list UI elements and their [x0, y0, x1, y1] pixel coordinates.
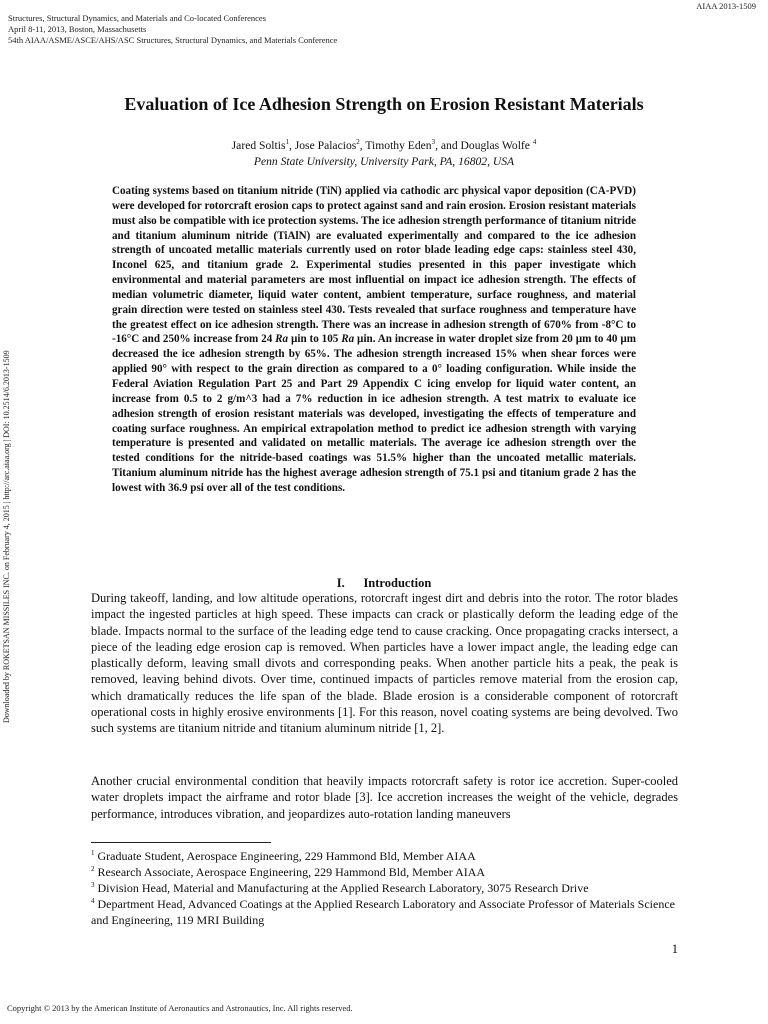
author-name: Jose Palacios: [294, 139, 357, 152]
footnote: $^1$ Graduate Student, Aerospace Engineering, 229 Hammond Bld, Member AIAA: [91, 849, 476, 863]
author-list: Jared Soltis$^1$, Jose Palacios$^2$, Timothy Eden$^3$, and Douglas Wolfe $^4$: [231, 138, 537, 152]
copyright-notice: Copyright © 2013 by the American Institute of Aeronautics and Astronautics, Inc. All rights reserved.: [7, 1003, 353, 1013]
author-footnote-mark: 2: [356, 138, 360, 147]
conference-info: [8, 13, 337, 46]
author-affiliation: Penn State University, University Park, PA, 16802, USA: [253, 155, 515, 168]
body-paragraph: Another crucial environmental condition that heavily impacts rotorcraft safety is rotor ice accretion. Super-cooled water droplets impact the airframe and rotor blade [3]. Ice accretion increases the weight of the vehicle, degrades performance, introduces vibration, and jeopardizes auto-rotation landing maneuvers: [91, 774, 678, 821]
abstract: Coating systems based on titanium nitride (TiN) applied via cathodic arc physical vapor deposition (CA-PVD) were developed for rotorcraft erosion caps to protect against sand and rain erosion. Erosion resistant materials must also be compatible with ice protection systems. The ice adhesion strength performance of titanium nitride and titanium aluminum nitride (TiAlN) are evaluated experimentally and compared to the ice adhesion strength of uncoated metallic materials currently used on rotor blade leading edge caps: stainless steel 430, Inconel 625, and titanium grade 2. Experimental studies presented in this paper investigate which environmental and material parameters are most influential on impact ice adhesion strength. The effects of median volumetric diameter, liquid water content, ambient temperature, surface roughness, and material grain direction were tested on stainless steel 430. Tests revealed that surface roughness and temperature have the greatest effect on ice adhesion strength. There was an increase in adhesion strength of 670% from -8°C to -16°C and 250% increase from 24 Ra µin to 105 Ra µin. An increase in water droplet size from 20 µm to 40 µm decreased the ice adhesion strength by 65%. The adhesion strength increased 15% when shear forces were applied 90° with respect to the grain direction as compared to a 0° loading configuration. While inside the Federal Aviation Regulation Part 25 and Part 29 Appendix C icing envelop for liquid water content, an increase from 0.5 to 2 g/m^3 had a 7% reduction in ice adhesion strength. A test matrix to evaluate ice adhesion strength of erosion resistant materials was developed, investigating the effects of temperature and coating surface roughness. An empirical extrapolation method to predict ice adhesion strength with varying temperature is presented and validated on metallic materials. The average ice adhesion strength over the tested conditions for the nitride-based coatings was 51.5% higher than the uncoated metallic materials. Titanium aluminum nitride has the highest average adhesion strength of 75.1 psi and titanium grade 2 has the lowest with 36.9 psi over all of the test conditions.: [112, 185, 636, 494]
author-footnote-mark: 3: [431, 138, 436, 147]
author-name: Douglas Wolfe: [460, 139, 533, 152]
ra-symbol: Ra: [341, 333, 355, 346]
conference-line-3: 54th AIAA/ASME/ASCE/AHS/ASC Structures, Structural Dynamics, and Materials Conference: [8, 35, 338, 45]
section-heading-introduction: I. Introduction: [336, 576, 432, 590]
footnotes: [91, 848, 681, 928]
ra-symbol: Ra: [275, 333, 289, 346]
page-number: 1: [671, 942, 678, 956]
footnote: $^4$ Department Head, Advanced Coatings at the Applied Research Laboratory and Associate Professor of Materials Science and Engineering, 119 MRI Building: [91, 897, 675, 927]
footnote-divider: [91, 842, 271, 843]
author-footnote-mark: 1: [285, 138, 289, 147]
paper-id: AIAA 2013-1509: [696, 1, 756, 11]
conference-line-2: April 8-11, 2013, Boston, Massachusetts: [8, 24, 147, 34]
body-paragraph: During takeoff, landing, and low altitude operations, rotorcraft ingest dirt and debris into the rotor. The rotor blades impact the ingested particles at high speed. These impacts can crack or plastically deform the leading edge of the blade. Impacts normal to the surface of the leading edge tend to cause cracking. Once propagating cracks intersect, a piece of the leading edge erosion cap is removed. When particles have a lower impact angle, the leading edge can plastically deform, leaving small divots and corresponding peaks. When another particle hits a peak, the peak is removed, leaving behind divots. Over time, continued impacts of particles remove material from the erosion cap, which dramatically reduces the life span of the blade. Blade erosion is a considerable component of rotorcraft operational costs in highly erosive environments [1]. For this reason, novel coating systems are being devolved. Two such systems are titanium nitride and titanium aluminum nitride [1, 2].: [91, 591, 678, 736]
author-name: Jared Soltis: [231, 139, 286, 152]
download-side-note: Downloaded by ROKETSAN MISSILES INC. on February 4, 2015 | http://arc.aiaa.org | DOI: 10.2514/6.2013-1509: [2, 350, 11, 723]
footnote: $^2$ Research Associate, Aerospace Engineering, 229 Hammond Bld, Member AIAA: [91, 865, 486, 879]
conference-line-1: Structures, Structural Dynamics, and Materials and Co-located Conferences: [8, 13, 266, 23]
author-footnote-mark: 4: [532, 138, 537, 147]
paper-title: Evaluation of Ice Adhesion Strength on Erosion Resistant Materials: [124, 94, 644, 114]
author-name: Timothy Eden: [365, 139, 432, 152]
footnote: $^3$ Division Head, Material and Manufacturing at the Applied Research Laboratory, 3075 Research Drive: [91, 881, 589, 895]
